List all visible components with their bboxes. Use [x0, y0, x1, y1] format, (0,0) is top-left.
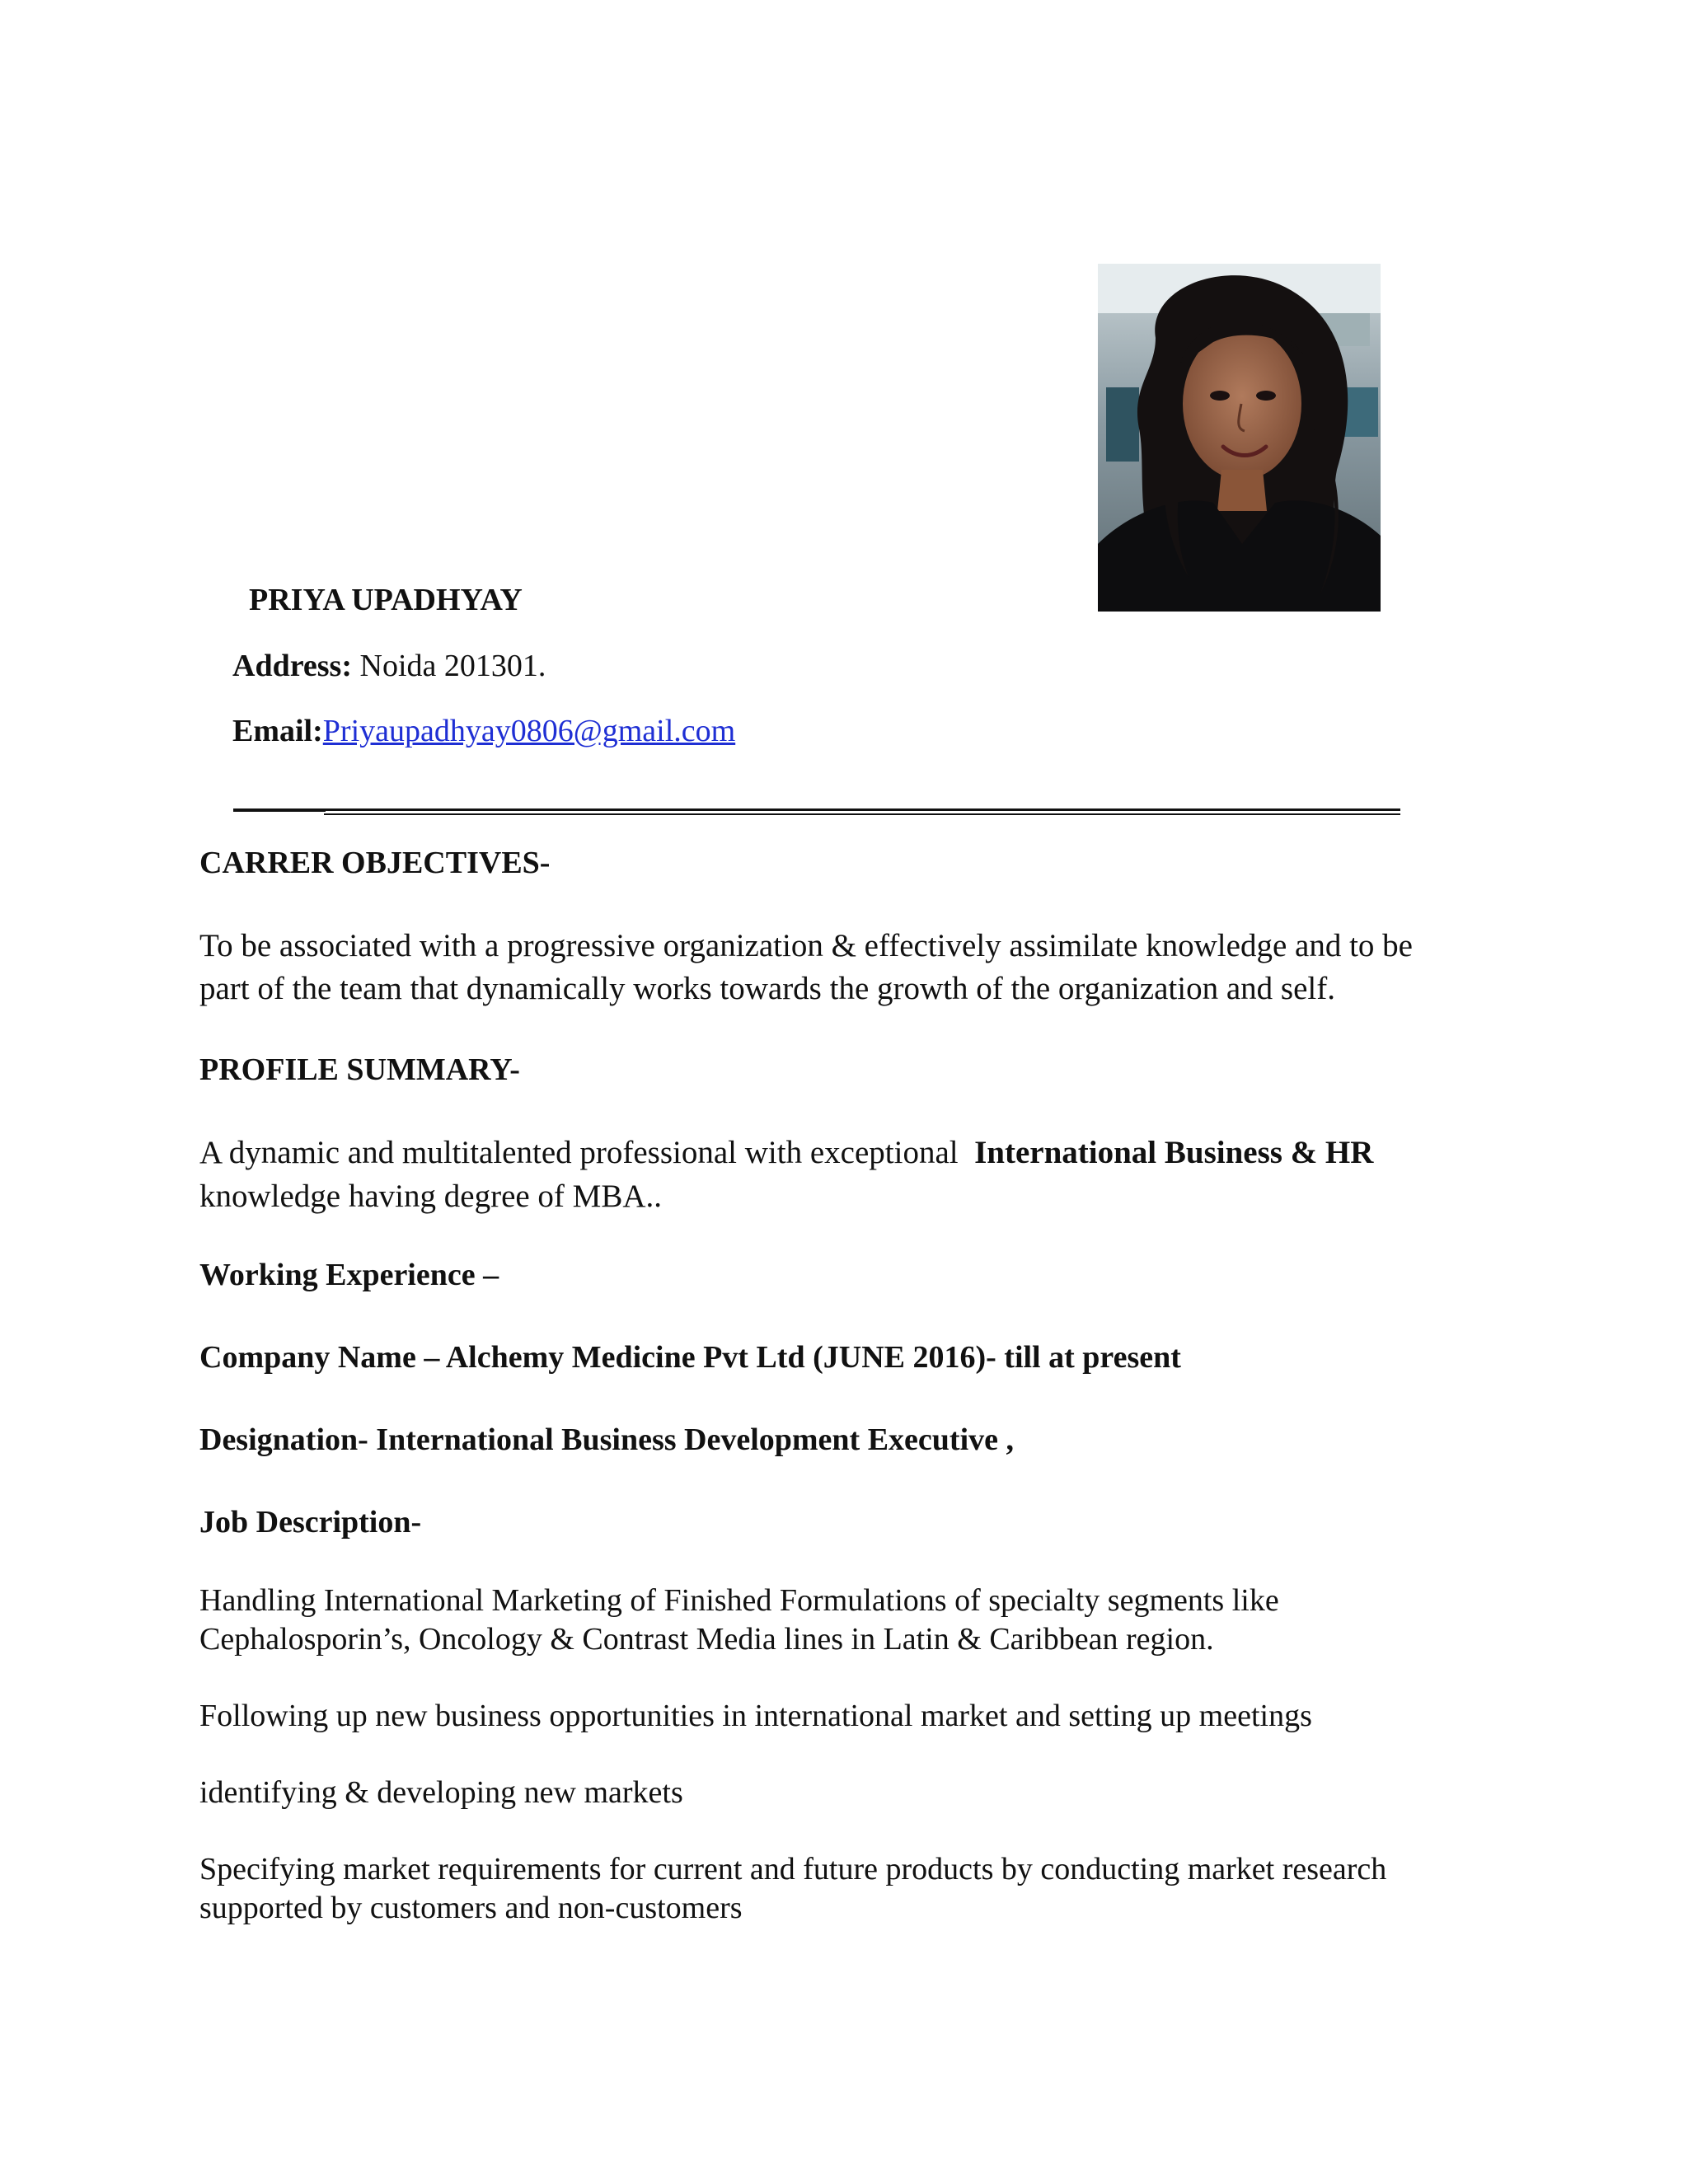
profile-summary-highlight: International Business & HR: [974, 1135, 1374, 1170]
email-label: Email:: [232, 714, 323, 748]
job-desc-1-line-1: Handling International Marketing of Finished Formulations of specialty segments like: [199, 1583, 1279, 1618]
profile-summary-line-2: knowledge having degree of MBA..: [199, 1179, 663, 1214]
profile-summary-prefix: A dynamic and multitalented professional with exceptional: [199, 1135, 975, 1170]
candidate-name: PRIYA UPADHYAY: [249, 583, 523, 617]
job-desc-4-line-2: supported by customers and non-customers: [199, 1891, 743, 1925]
profile-photo: [1098, 264, 1381, 612]
email-line: [232, 713, 735, 751]
separator-line: [324, 808, 1400, 815]
job-description-heading: Job Description-: [199, 1505, 422, 1540]
career-objectives-heading: CARRER OBJECTIVES-: [199, 846, 551, 880]
designation: Designation- International Business Development Executive ,: [199, 1422, 1014, 1457]
profile-summary-heading: PROFILE SUMMARY-: [199, 1052, 520, 1087]
company-name: Company Name – Alchemy Medicine Pvt Ltd (JUNE 2016)- till at present: [199, 1340, 1181, 1375]
job-desc-3: identifying & developing new markets: [199, 1775, 683, 1810]
profile-summary-line-1: [199, 1132, 1373, 1175]
career-objectives-line-1: To be associated with a progressive organization & effectively assimilate knowledge and to be: [199, 928, 1413, 963]
separator-short: [233, 808, 326, 812]
job-desc-1-line-2: Cephalosporin’s, Oncology & Contrast Media lines in Latin & Caribbean region.: [199, 1622, 1214, 1657]
job-desc-4-line-1: Specifying market requirements for current and future products by conducting market research: [199, 1852, 1387, 1886]
address-line: [232, 648, 546, 686]
email-link[interactable]: Priyaupadhyay0806@gmail.com: [322, 714, 736, 748]
address-value: Noida 201301.: [352, 649, 546, 683]
working-experience-heading: Working Experience –: [199, 1258, 499, 1292]
address-label: Address:: [232, 649, 352, 683]
career-objectives-line-2: part of the team that dynamically works towards the growth of the organization and self.: [199, 971, 1335, 1006]
job-desc-2: Following up new business opportunities in international market and setting up meetings: [199, 1699, 1312, 1733]
